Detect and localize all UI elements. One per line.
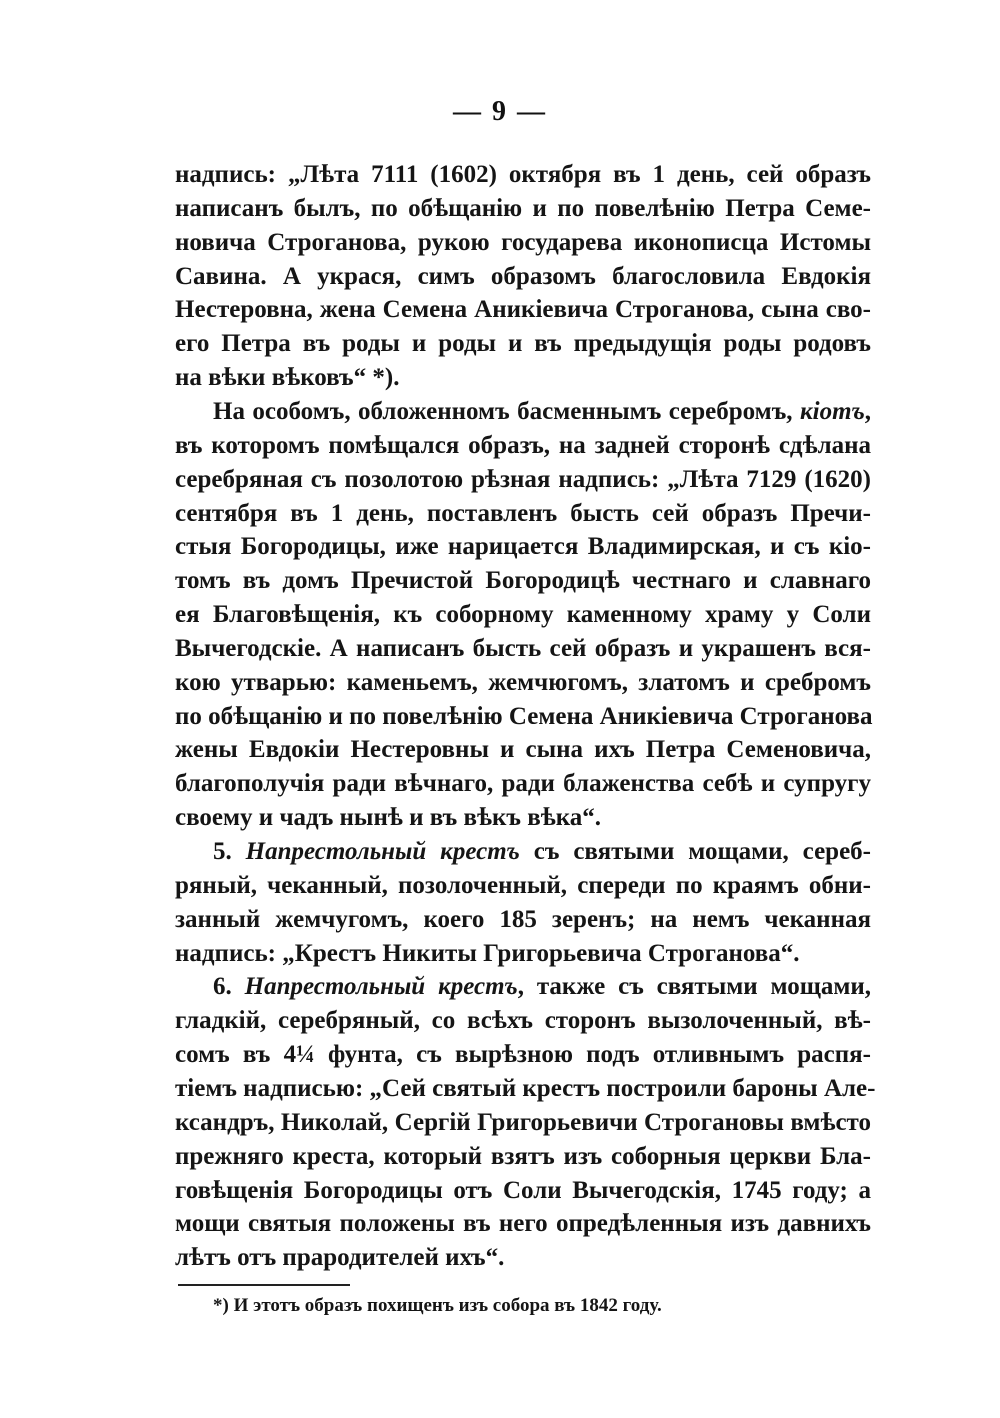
text-line	[175, 666, 871, 700]
text-segment: гладкій, серебряный, со всѣхъ сторонъ вызолоченный, вѣ-	[175, 1007, 871, 1035]
italic-term: кіотъ	[800, 397, 865, 425]
text-segment: Вычегодскіе. А написанъ бысть сей образъ и украшенъ вся-	[175, 634, 871, 662]
text-segment: Нестеровна, жена Семена Аникіевича Строганова, сына сво-	[175, 296, 871, 324]
text-line	[175, 1241, 871, 1275]
text-line	[175, 564, 871, 598]
text-segment: ,	[864, 397, 871, 425]
text-segment: лѣтъ отъ прародителей ихъ“.	[175, 1244, 505, 1272]
text-line	[213, 395, 871, 429]
text-segment: своему и чадъ нынѣ и въ вѣкъ вѣка“.	[175, 804, 601, 832]
text-segment: въ которомъ помѣщался образъ, на задней сторонѣ сдѣлана	[175, 431, 871, 459]
text-segment: кою утварью: каменьемъ, жемчюгомъ, златомъ и сребромъ	[175, 668, 871, 696]
text-segment: надпись: „Лѣта 7111 (1602) октября въ 1 день, сей образъ	[175, 161, 871, 188]
text-line	[175, 327, 871, 361]
text-line	[175, 192, 871, 226]
text-segment: серебряная съ позолотою рѣзная надпись: „Лѣта 7129 (1620)	[175, 465, 871, 493]
text-segment: ксандръ, Николай, Сергій Григорьевичи Строгановы вмѣсто	[175, 1108, 871, 1136]
text-segment: ея Благовѣщенія, къ соборному каменному храму у Соли	[175, 601, 871, 629]
text-line	[175, 429, 871, 463]
text-segment: На особомъ, обложенномъ басменнымъ серебромъ,	[213, 397, 801, 425]
text-line	[175, 497, 871, 531]
text-line	[175, 869, 871, 903]
text-line	[175, 598, 871, 632]
text-segment: мощи святыя положены въ него опредѣленныя изъ давнихъ	[175, 1210, 871, 1238]
text-segment: благополучія ради вѣчнаго, ради блаженства себѣ и супругу	[175, 770, 871, 798]
text-line	[175, 260, 871, 294]
text-line	[175, 1207, 871, 1241]
italic-term: Напрестольный крестъ	[245, 838, 520, 865]
footnote: *) И этотъ образъ похищенъ изъ собора въ 1842 году.	[213, 1295, 662, 1316]
text-line	[213, 970, 871, 1004]
page-number: — 9 —	[453, 96, 547, 127]
text-line	[175, 1140, 871, 1174]
text-line	[175, 361, 871, 395]
text-segment: тіемъ надписью: „Сей святый крестъ построили бароны Але-	[175, 1074, 876, 1102]
text-line	[175, 1004, 871, 1038]
text-segment: 6.	[213, 973, 245, 1001]
text-line	[175, 937, 871, 971]
text-segment: надпись: „Крестъ Никиты Григорьевича Строганова“.	[175, 939, 800, 967]
text-line	[213, 835, 871, 869]
text-segment: новича Строганова, рукою государева иконописца Истомы	[175, 228, 871, 256]
footnote-divider	[178, 1284, 350, 1286]
text-line	[175, 158, 871, 192]
text-line	[175, 226, 871, 260]
text-segment: по обѣщанію и по повелѣнію Семена Аникіевича Строганова	[175, 702, 873, 730]
text-segment: съ святыми мощами, сереб-	[519, 838, 871, 865]
text-segment: ряный, чеканный, позолоченный, спереди по краямъ обни-	[175, 871, 871, 899]
text-segment: его Петра въ роды и роды и въ предыдущія роды родовъ	[175, 330, 871, 358]
text-line	[175, 700, 871, 734]
text-line	[175, 801, 871, 835]
text-segment: говѣщенія Богородицы отъ Соли Вычегодскія, 1745 году; а	[175, 1176, 871, 1204]
italic-term: Напрестольный крестъ	[244, 973, 518, 1001]
text-line	[175, 293, 871, 327]
text-line	[175, 530, 871, 564]
text-segment: сентября въ 1 день, поставленъ бысть сей образъ Пречи-	[175, 499, 871, 527]
text-segment: сомъ въ 4¼ фунта, съ вырѣзною подъ отливнымъ распя-	[175, 1041, 871, 1069]
text-segment: , также съ святыми мощами,	[517, 973, 872, 1001]
text-line	[175, 733, 871, 767]
text-segment: томъ въ домъ Пречистой Богородицѣ честнаго и славнаго	[175, 567, 871, 595]
text-segment: жены Евдокіи Нестеровны и сына ихъ Петра Семеновича,	[175, 736, 871, 764]
text-segment: написанъ былъ, по обѣщанію и по повелѣнію Петра Семе-	[175, 194, 871, 222]
text-line	[175, 1038, 871, 1072]
text-line	[175, 1072, 876, 1106]
text-line	[175, 903, 871, 937]
text-segment: Савина. А украся, симъ образомъ благословила Евдокія	[175, 262, 871, 290]
text-segment: стыя Богородицы, иже нарицается Владимирская, и съ кіо-	[175, 533, 871, 561]
text-segment: прежняго креста, который взятъ изъ соборныя церкви Бла-	[175, 1142, 871, 1170]
text-line	[175, 463, 871, 497]
text-segment: 5.	[213, 838, 246, 865]
text-line	[175, 632, 871, 666]
text-segment: занный жемчугомъ, коего 185 зеренъ; на немъ чеканная	[175, 905, 871, 933]
text-line	[175, 767, 871, 801]
text-segment: на вѣки вѣковъ“ *).	[175, 364, 400, 392]
text-line	[175, 1174, 871, 1208]
text-line	[175, 1106, 871, 1140]
